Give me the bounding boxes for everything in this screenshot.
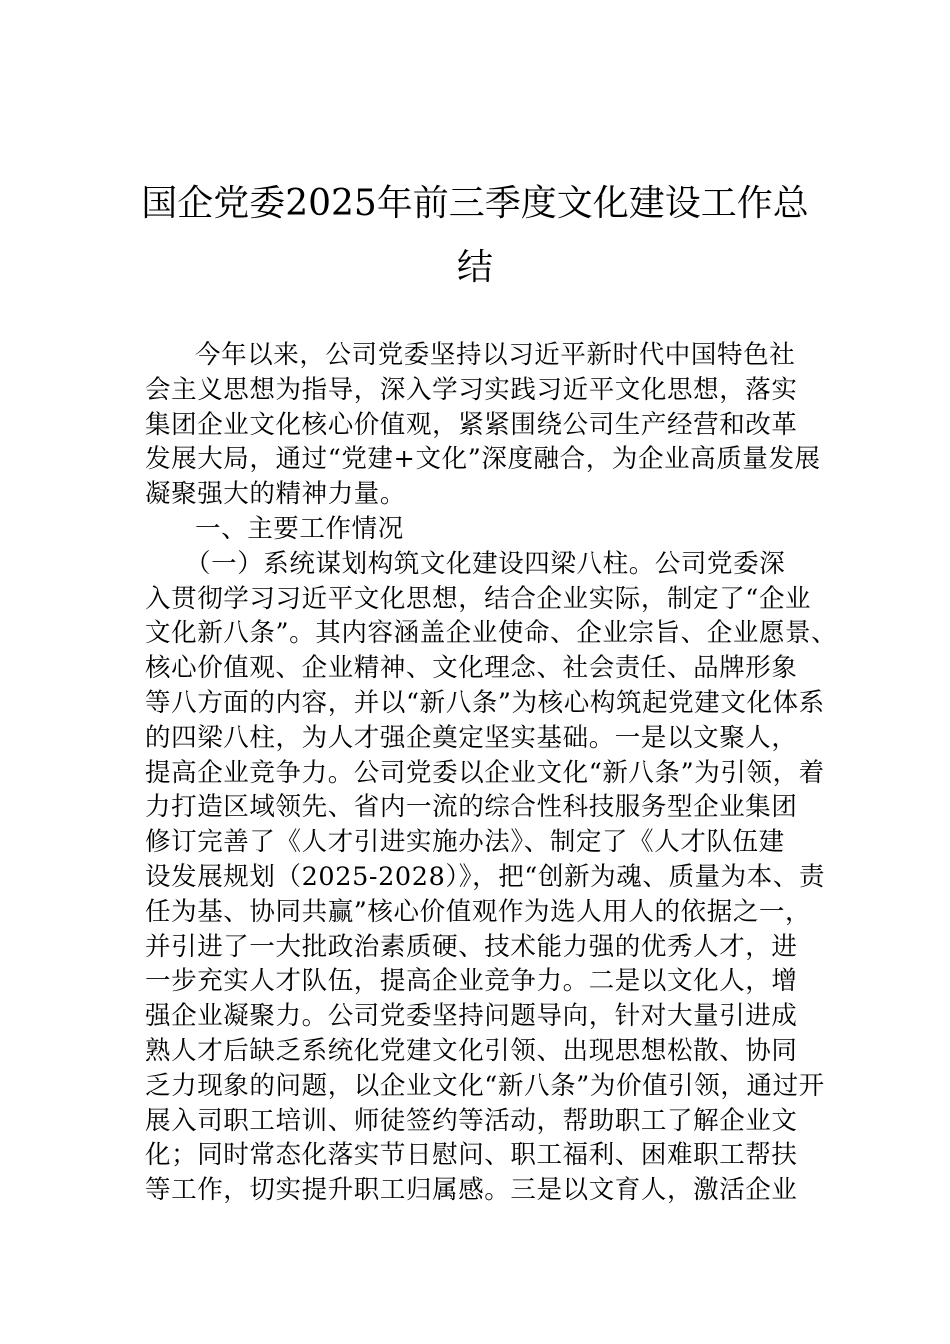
paragraph-line: 强企业凝聚力。公司党委坚持问题导向，针对大量引进成 (145, 1001, 798, 1032)
paragraph-line: 修订完善了《人才引进实施办法》、制定了《人才队伍建 (145, 827, 785, 858)
paragraph-line: 熟人才后缺乏系统化党建文化引领、出现思想松散、协同 (145, 1035, 798, 1066)
paragraph-line: 集团企业文化核心价值观，紧紧围绕公司生产经营和改革 (145, 409, 798, 440)
paragraph-line: 的四梁八柱，为人才强企奠定坚实基础。一是以文聚人， (145, 722, 798, 753)
paragraph-line: 化；同时常态化落实节日慰问、职工福利、困难职工帮扶 (145, 1140, 798, 1171)
subsection-heading-line: （一）系统谋划构筑文化建设四梁八柱。公司党委深 (185, 548, 786, 579)
paragraph-line: 任为基、协同共赢”核心价值观作为选人用人的依据之一， (145, 896, 812, 927)
section-heading: 一、主要工作情况 (195, 513, 404, 544)
paragraph-line: 入贯彻学习习近平文化思想，结合企业实际，制定了“企业 (145, 583, 812, 614)
paragraph-line: 等工作，切实提升职工归属感。三是以文育人，激活企业 (145, 1175, 798, 1206)
paragraph-line: 今年以来，公司党委坚持以习近平新时代中国特色社 (195, 340, 796, 370)
paragraph-line: 发展大局，通过“党建+文化”深度融合，为企业高质量发展 (145, 444, 821, 475)
paragraph-line: 并引进了一大批政治素质硬、技术能力强的优秀人才，进 (145, 931, 798, 962)
title-line-2: 结 (456, 247, 493, 288)
document-title (130, 172, 820, 300)
paragraph-line: 提高企业竞争力。公司党委以企业文化“新八条”为引领，着 (145, 757, 825, 788)
paragraph-line: 文化新八条”。其内容涵盖企业使命、企业宗旨、企业愿景、 (145, 618, 838, 649)
paragraph-line: 凝聚强大的精神力量。 (145, 479, 407, 510)
paragraph-line: 等八方面的内容，并以“新八条”为核心构筑起党建文化体系 (145, 687, 825, 718)
paragraph-line: 力打造区域领先、省内一流的综合性科技服务型企业集团 (145, 792, 798, 823)
paragraph-line: 展入司职工培训、师徒签约等活动，帮助职工了解企业文 (145, 1105, 798, 1136)
title-line-1: 国企党委2025年前三季度文化建设工作总 (141, 183, 809, 224)
paragraph-line: 一步充实人才队伍，提高企业竞争力。二是以文化人，增 (145, 966, 798, 997)
paragraph-line: 乏力现象的问题，以企业文化“新八条”为价值引领，通过开 (145, 1070, 825, 1101)
paragraph-line: 设发展规划（2025-2028）》，把“创新为魂、质量为本、责 (145, 861, 826, 892)
paragraph-line: 会主义思想为指导，深入学习实践习近平文化思想，落实 (145, 374, 798, 405)
document-body (145, 338, 838, 1208)
paragraph-line: 核心价值观、企业精神、文化理念、社会责任、品牌形象 (145, 653, 798, 684)
